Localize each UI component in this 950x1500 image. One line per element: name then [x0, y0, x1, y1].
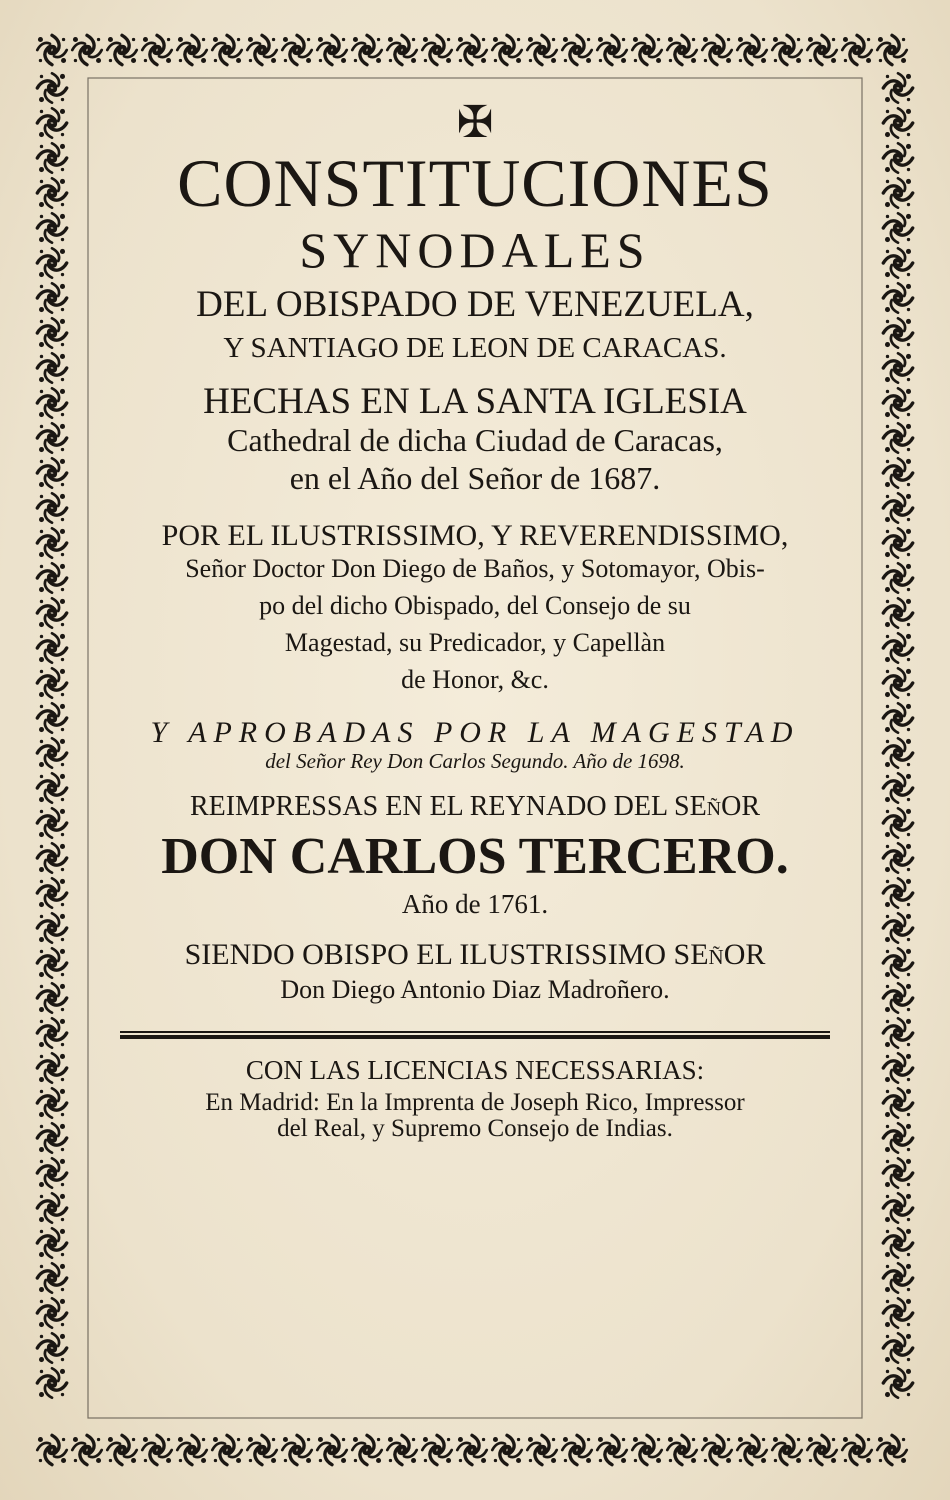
fleuron-ornament: [37, 1298, 66, 1327]
fleuron-ornament: [37, 528, 66, 557]
fleuron-ornament: [883, 458, 912, 487]
title-text-block: [120, 100, 830, 1142]
fleuron-ornament: [883, 1193, 912, 1222]
fleuron-ornament: [177, 35, 206, 64]
fleuron-ornament: [883, 213, 912, 242]
fleuron-ornament: [842, 35, 871, 64]
fleuron-ornament: [702, 35, 731, 64]
fleuron-ornament: [883, 73, 912, 102]
fleuron-ornament: [883, 773, 912, 802]
fleuron-ornament: [247, 1435, 276, 1464]
fleuron-ornament: [72, 1435, 101, 1464]
fleuron-ornament: [702, 1435, 731, 1464]
fleuron-ornament: [883, 248, 912, 277]
fleuron-ornament: [883, 388, 912, 417]
fleuron-ornament: [37, 248, 66, 277]
fleuron-ornament: [667, 35, 696, 64]
fleuron-ornament: [883, 1123, 912, 1152]
title-line-13: Y APROBADAS POR LA MAGESTAD: [150, 715, 800, 749]
fleuron-ornament: [422, 35, 451, 64]
fleuron-ornament: [883, 143, 912, 172]
fleuron-ornament: [352, 35, 381, 64]
fleuron-ornament: [883, 563, 912, 592]
fleuron-ornament: [37, 1228, 66, 1257]
fleuron-ornament: [883, 738, 912, 767]
fleuron-ornament: [37, 1018, 66, 1047]
fleuron-ornament: [37, 458, 66, 487]
title-line-9: Señor Doctor Don Diego de Baños, y Sotomayor, Obis-: [185, 554, 765, 584]
fleuron-ornament: [562, 35, 591, 64]
fleuron-ornament: [883, 423, 912, 452]
fleuron-ornament: [883, 108, 912, 137]
fleuron-ornament: [72, 35, 101, 64]
fleuron-ornament: [37, 73, 66, 102]
fleuron-ornament: [37, 353, 66, 382]
fleuron-ornament: [142, 1435, 171, 1464]
fleuron-ornament: [877, 1435, 906, 1464]
fleuron-ornament: [883, 493, 912, 522]
fleuron-ornament: [883, 1158, 912, 1187]
fleuron-ornament: [883, 633, 912, 662]
fleuron-ornament: [37, 1368, 66, 1397]
fleuron-ornament: [212, 1435, 241, 1464]
fleuron-ornament: [352, 1435, 381, 1464]
fleuron-ornament: [37, 738, 66, 767]
fleuron-ornament: [37, 983, 66, 1012]
fleuron-ornament: [37, 808, 66, 837]
title-line-15: REIMPRESSAS EN EL REYNADO DEL SEñOR: [189, 791, 761, 823]
fleuron-ornament: [37, 773, 66, 802]
title-line-10: po del dicho Obispado, del Consejo de su: [259, 591, 691, 621]
fleuron-ornament: [883, 703, 912, 732]
title-line-1: CONSTITUCIONES: [177, 145, 773, 222]
fleuron-ornament: [37, 668, 66, 697]
title-line-3: DEL OBISPADO DE VENEZUELA,: [196, 284, 754, 326]
fleuron-ornament: [107, 1435, 136, 1464]
fleuron-ornament: [37, 213, 66, 242]
fleuron-ornament: [317, 35, 346, 64]
fleuron-ornament: [37, 1123, 66, 1152]
fleuron-ornament: [37, 633, 66, 662]
fleuron-ornament: [37, 703, 66, 732]
fleuron-ornament: [883, 1088, 912, 1117]
fleuron-ornament: [37, 843, 66, 872]
fleuron-ornament: [877, 35, 906, 64]
fleuron-ornament: [883, 668, 912, 697]
fleuron-ornament: [212, 35, 241, 64]
fleuron-ornament: [883, 1228, 912, 1257]
fleuron-ornament: [282, 35, 311, 64]
fleuron-ornament: [37, 1193, 66, 1222]
fleuron-ornament: [883, 283, 912, 312]
fleuron-ornament: [37, 35, 66, 64]
title-line-19: Don Diego Antonio Diaz Madroñero.: [280, 975, 670, 1005]
imprint-line-3: del Real, y Supremo Consejo de Indias.: [277, 1115, 673, 1143]
fleuron-ornament: [37, 913, 66, 942]
fleuron-ornament: [883, 1018, 912, 1047]
title-line-11: Magestad, su Predicador, y Capellàn: [284, 628, 666, 658]
fleuron-ornament: [457, 35, 486, 64]
fleuron-ornament: [842, 1435, 871, 1464]
fleuron-ornament: [37, 1053, 66, 1082]
fleuron-ornament: [37, 143, 66, 172]
fleuron-ornament: [737, 1435, 766, 1464]
fleuron-ornament: [107, 35, 136, 64]
fleuron-ornament: [492, 35, 521, 64]
fleuron-ornament: [883, 598, 912, 627]
fleuron-ornament: [883, 318, 912, 347]
fleuron-ornament: [177, 1435, 206, 1464]
fleuron-ornament: [883, 528, 912, 557]
fleuron-ornament: [37, 563, 66, 592]
fleuron-ornament: [527, 35, 556, 64]
fleuron-ornament: [883, 983, 912, 1012]
title-line-18: SIENDO OBISPO EL ILUSTRISSIMO SEñOR: [184, 937, 766, 971]
fleuron-ornament: [883, 1053, 912, 1082]
fleuron-ornament: [883, 1263, 912, 1292]
title-line-12: de Honor, &c.: [401, 664, 549, 694]
fleuron-ornament: [37, 948, 66, 977]
fleuron-ornament: [142, 35, 171, 64]
fleuron-ornament: [667, 1435, 696, 1464]
fleuron-ornament: [37, 1333, 66, 1362]
fleuron-ornament: [597, 1435, 626, 1464]
title-line-14: del Señor Rey Don Carlos Segundo. Año de 1698.: [265, 749, 685, 774]
fleuron-ornament: [883, 913, 912, 942]
imprint-line-2: En Madrid: En la Imprenta de Joseph Rico, Impressor: [205, 1088, 745, 1116]
title-line-6: Cathedral de dicha Ciudad de Caracas,: [227, 422, 723, 459]
fleuron-ornament: [37, 108, 66, 137]
fleuron-ornament: [37, 493, 66, 522]
fleuron-ornament: [37, 1435, 66, 1464]
fleuron-ornament: [527, 1435, 556, 1464]
title-line-17: Año de 1761.: [401, 889, 549, 920]
double-rule-divider: [120, 1030, 830, 1040]
fleuron-ornament: [387, 35, 416, 64]
fleuron-ornament: [37, 423, 66, 452]
fleuron-ornament: [632, 1435, 661, 1464]
fleuron-ornament: [772, 35, 801, 64]
fleuron-ornament: [883, 353, 912, 382]
fleuron-ornament: [37, 1158, 66, 1187]
imprint-line-1: CON LAS LICENCIAS NECESSARIAS:: [245, 1054, 705, 1085]
fleuron-ornament: [37, 1263, 66, 1292]
fleuron-ornament: [387, 1435, 416, 1464]
fleuron-ornament: [883, 1333, 912, 1362]
fleuron-ornament: [883, 1368, 912, 1397]
fleuron-ornament: [317, 1435, 346, 1464]
title-line-2: SYNODALES: [299, 221, 651, 278]
fleuron-ornament: [457, 1435, 486, 1464]
title-line-4: Y SANTIAGO DE LEON DE CARACAS.: [223, 331, 727, 364]
cross-ornament: ✠: [456, 98, 494, 147]
fleuron-ornament: [807, 1435, 836, 1464]
fleuron-ornament: [247, 35, 276, 64]
title-line-8: POR EL ILUSTRISSIMO, Y REVERENDISSIMO,: [161, 518, 789, 552]
fleuron-ornament: [37, 388, 66, 417]
fleuron-ornament: [492, 1435, 521, 1464]
fleuron-ornament: [883, 843, 912, 872]
fleuron-ornament: [37, 178, 66, 207]
fleuron-ornament: [37, 318, 66, 347]
fleuron-ornament: [562, 1435, 591, 1464]
fleuron-ornament: [772, 1435, 801, 1464]
fleuron-ornament: [883, 1298, 912, 1327]
fleuron-ornament: [37, 878, 66, 907]
fleuron-ornament: [37, 283, 66, 312]
title-line-5: HECHAS EN LA SANTA IGLESIA: [203, 381, 747, 423]
fleuron-ornament: [37, 598, 66, 627]
fleuron-ornament: [282, 1435, 311, 1464]
title-line-7: en el Año del Señor de 1687.: [289, 459, 661, 496]
fleuron-ornament: [597, 35, 626, 64]
fleuron-ornament: [883, 948, 912, 977]
fleuron-ornament: [807, 35, 836, 64]
fleuron-ornament: [737, 35, 766, 64]
fleuron-ornament: [883, 808, 912, 837]
fleuron-ornament: [422, 1435, 451, 1464]
fleuron-ornament: [37, 1088, 66, 1117]
fleuron-ornament: [883, 178, 912, 207]
fleuron-ornament: [632, 35, 661, 64]
title-line-16: DON CARLOS TERCERO.: [161, 827, 789, 885]
fleuron-ornament: [883, 878, 912, 907]
